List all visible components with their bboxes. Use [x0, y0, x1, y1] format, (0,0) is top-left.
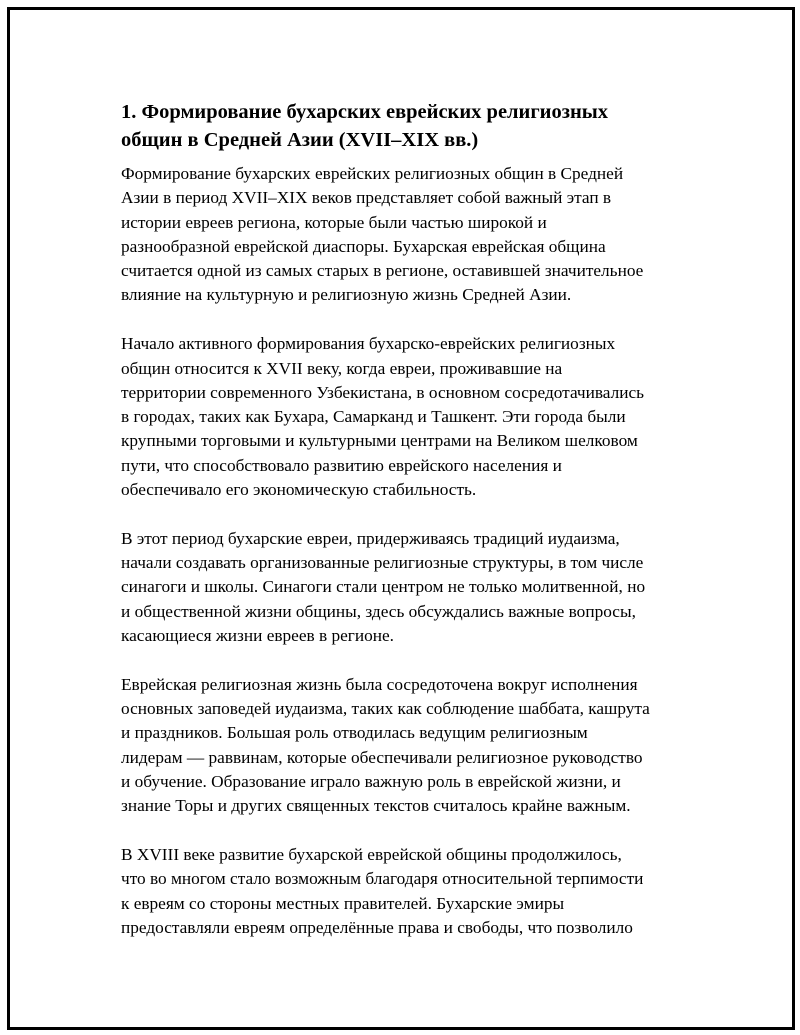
document-body — [121, 98, 701, 965]
section-title: 1. Формирование бухарских еврейских религиозных общин в Средней Азии (XVII–XIX вв.) — [121, 101, 609, 151]
paragraph-2: Начало активного формирования бухарско-еврейских религиозных общин относится к XVII веку, когда евреи, проживавшие на территории современного Узбекистана, в основном сосредотачивались в городах, таких как Бухара, Самарканд и Ташкент. Эти города были крупными торговыми и культурными центрами на Великом шелковом пути, что способствовало развитию еврейского населения и обеспечивало его экономическую стабильность. — [121, 334, 645, 500]
paragraph-4: Еврейская религиозная жизнь была сосредоточена вокруг исполнения основных заповедей иудаизма, таких как соблюдение шаббата, кашрута и праздников. Большая роль отводилась ведущим религиозным лидерам — раввинам, которые обеспечивали религиозное руководство и обучение. Образование играло важную роль в еврейской жизни, и знание Торы и других священных текстов считалось крайне важным. — [121, 674, 650, 816]
page-frame — [7, 7, 795, 1030]
paragraph-5: В XVIII веке развитие бухарской еврейской общины продолжилось, что во многом стало возможным благодаря относительной терпимости к евреям со стороны местных правителей. Бухарские эмиры предоставляли евреям определённые права и свободы, что позволило — [121, 845, 644, 938]
paragraph-1: Формирование бухарских еврейских религиозных общин в Средней Азии в период XVII–XIX веков представляет собой важный этап в истории евреев региона, которые были частью широкой и разнообразной еврейской диаспоры. Бухарская еврейская община считается одной из самых старых в регионе, оставившей значительное влияние на культурную и религиозную жизнь Средней Азии. — [121, 164, 644, 305]
paragraph-3: В этот период бухарские евреи, придерживаясь традиций иудаизма, начали создавать организованные религиозные структуры, в том числе синагоги и школы. Синагоги стали центром не только молитвенной, но и общественной жизни общины, здесь обсуждались важные вопросы, касающиеся жизни евреев в регионе. — [121, 528, 646, 646]
